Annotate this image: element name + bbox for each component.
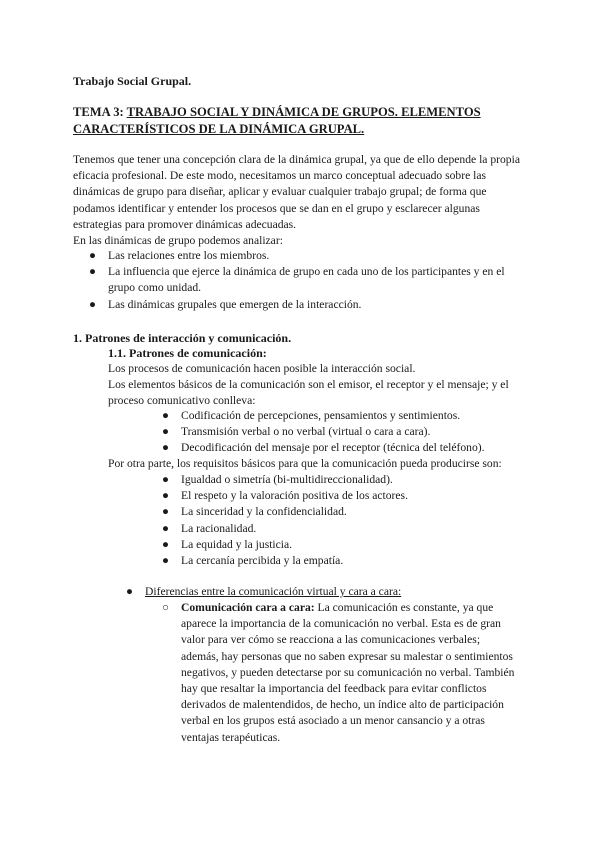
- intro-paragraph: Tenemos que tener una concepción clara de la dinámica grupal, ya que de ello depende la propia eficacia profesional. De este modo, necesitamos un marco conceptual adecuado sobre las dinámicas de grupo para diseñar, aplicar y evaluar cualquier trabajo grupal; de forma que podamos identificar y entender los procesos que se dan en el grupo y esclarecer algunas estrategias para promover dinámicas adecuadas.: [73, 153, 520, 231]
- list-item: ● Transmisión verbal o no verbal (virtual o cara a cara).: [181, 424, 521, 440]
- bullet-icon: ●: [89, 265, 97, 279]
- paragraph: Por otra parte, los requisitos básicos para que la comunicación pueda producirse son:: [108, 457, 502, 470]
- paragraph: Los procesos de comunicación hacen posible la interacción social.: [108, 362, 416, 375]
- subsection-body: [108, 361, 528, 410]
- bullet-icon: ●: [162, 441, 170, 455]
- list-item: ● Las dinámicas grupales que emergen de la interacción.: [108, 297, 528, 313]
- process-list: [162, 408, 521, 457]
- section-1-title: 1. Patrones de interacción y comunicación.: [73, 331, 292, 345]
- differences-item: [126, 584, 525, 600]
- bullet-icon: ●: [162, 554, 170, 568]
- intro-block: [73, 152, 528, 249]
- bullet-icon: ●: [162, 537, 170, 551]
- requirements-list: [162, 472, 521, 569]
- bullet-icon: ●: [89, 249, 97, 262]
- bullet-icon: ●: [89, 297, 97, 311]
- intro-lead: En las dinámicas de grupo podemos analizar:: [73, 234, 283, 248]
- bullet-icon: ●: [162, 505, 170, 519]
- list-item: ● La influencia que ejerce la dinámica de grupo en cada uno de los participantes y en el grupo como unidad.: [89, 265, 505, 295]
- face-to-face-text: La comunicación es constante, ya que aparece la importancia de la comunicación no verbal. Esta es de gran valor para ver cómo se reacciona a las comunicaciones verbales; además, hay personas que no saben expresar su malestar o sentimientos negativos, y pueden detectarse por su comunicación no verbal. También hay que resaltar la importancia del feedback para evitar conflictos derivados de malentendidos, de hecho, un índice alto de participación verbal en los grupos está asociado a un menor cansancio y a otras ventajas terapéuticas.: [181, 601, 515, 744]
- subsection-1-1-title: 1.1. Patrones de comunicación:: [108, 346, 267, 360]
- section-heading: [73, 104, 533, 138]
- list-item: ● La racionalidad.: [181, 521, 521, 537]
- bullet-icon: ●: [162, 489, 170, 503]
- face-to-face-item: [162, 600, 517, 746]
- face-to-face-label: Comunicación cara a cara:: [181, 601, 315, 614]
- list-item: ● Decodificación del mensaje por el receptor (técnica del teléfono).: [181, 440, 521, 456]
- list-item: ● La cercanía percibida y la empatía.: [181, 553, 521, 569]
- list-item: ● El respeto y la valoración positiva de los actores.: [181, 488, 521, 504]
- differences-label: Diferencias entre la comunicación virtual y cara a cara:: [145, 585, 402, 598]
- bullet-icon: ●: [162, 473, 170, 486]
- bullet-icon: ●: [162, 521, 170, 535]
- list-item: ● Las relaciones entre los miembros.: [108, 248, 528, 264]
- bullet-icon: ●: [126, 585, 134, 598]
- tema-title: TRABAJO SOCIAL Y DINÁMICA DE GRUPOS. ELEMENTOS CARACTERÍSTICOS DE LA DINÁMICA GRUPAL.: [73, 105, 481, 136]
- list-item: ● Codificación de percepciones, pensamientos y sentimientos.: [181, 408, 521, 424]
- analysis-list: [89, 248, 528, 313]
- list-item: ● La equidad y la justicia.: [181, 537, 521, 553]
- document-title: Trabajo Social Grupal.: [73, 74, 192, 88]
- bullet-icon: ●: [162, 409, 170, 422]
- bullet-icon: ●: [162, 425, 170, 439]
- paragraph: Los elementos básicos de la comunicación son el emisor, el receptor y el mensaje; y el proceso comunicativo conlleva:: [108, 378, 509, 408]
- circle-bullet-icon: ○: [162, 601, 170, 614]
- list-item: ● La sinceridad y la confidencialidad.: [181, 504, 521, 520]
- tema-prefix: TEMA 3:: [73, 105, 124, 119]
- list-item: ● Igualdad o simetría (bi-multidireccionalidad).: [181, 472, 521, 488]
